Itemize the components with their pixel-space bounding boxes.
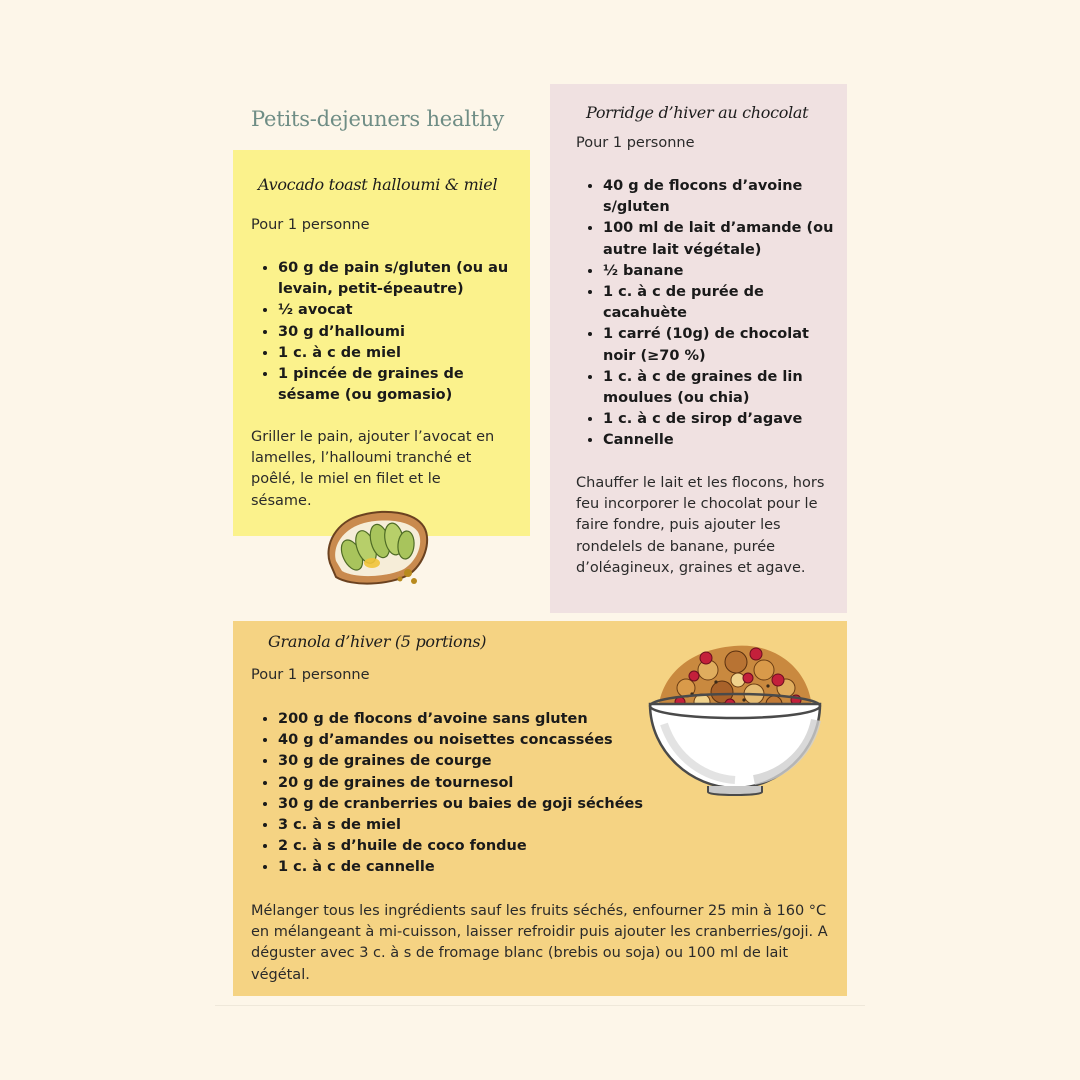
- recipe-title: Granola d’hiver (5 portions): [268, 632, 487, 651]
- ingredient-item: • 200 g de flocons d’avoine sans gluten: [278, 709, 678, 730]
- ingredient-item: • 1 c. à c de purée de cacahuète: [603, 282, 841, 324]
- recipe-card-avocado-toast: [233, 150, 530, 536]
- ingredient-item: • 1 c. à c de sirop d’agave: [603, 409, 841, 430]
- recipe-instructions: Mélanger tous les ingrédients sauf les fruits séchés, enfourner 25 min à 160 °C en mélangeant à mi-cuisson, laisser refroidir puis ajouter les cranberries/goji. A déguster avec 3 c. à s de fromage blanc (brebis ou soja) ou 100 ml de lait végétal.: [251, 903, 828, 983]
- recipe-title: Avocado toast halloumi & miel: [258, 175, 498, 194]
- recipe-instructions: Griller le pain, ajouter l’avocat en lamelles, l’halloumi tranché et poêlé, le miel en filet et le sésame.: [251, 429, 495, 509]
- serving-size: Pour 1 personne: [251, 667, 370, 683]
- recipe-card-porridge: [550, 84, 847, 613]
- recipe-instructions: Chauffer le lait et les flocons, hors feu incorporer le chocolat pour le faire fondre, puis ajouter les rondelels de banane, purée d’oléagineux, graines et agave.: [576, 475, 825, 576]
- page-title: Petits-dejeuners healthy: [251, 107, 505, 131]
- serving-size: Pour 1 personne: [576, 135, 695, 151]
- ingredient-list: [251, 709, 678, 879]
- ingredient-list: [576, 176, 841, 452]
- ingredient-item: • 3 c. à s de miel: [278, 815, 678, 836]
- serving-size: Pour 1 personne: [251, 217, 370, 233]
- ingredient-item: • ½ banane: [603, 261, 841, 282]
- ingredient-item: • 1 c. à c de cannelle: [278, 857, 678, 878]
- ingredient-item: • 1 carré (10g) de chocolat noir (≥70 %): [603, 324, 841, 366]
- recipe-title: Porridge d’hiver au chocolat: [586, 103, 809, 122]
- avocado-toast-icon: [322, 505, 432, 590]
- ingredient-item: • 20 g de graines de tournesol: [278, 773, 678, 794]
- ingredient-item: • 30 g d’halloumi: [278, 322, 518, 343]
- ingredient-item: • 100 ml de lait d’amande (ou autre lait végétale): [603, 218, 841, 260]
- ingredient-item: • 1 c. à c de graines de lin moulues (ou chia): [603, 367, 841, 409]
- ingredient-item: • 30 g de cranberries ou baies de goji séchées: [278, 794, 678, 815]
- ingredient-item: • 2 c. à s d’huile de coco fondue: [278, 836, 678, 857]
- ingredient-item: • 1 pincée de graines de sésame (ou gomasio): [278, 364, 518, 406]
- divider: [215, 1005, 865, 1006]
- ingredient-list: [251, 258, 518, 406]
- ingredient-item: • 40 g de flocons d’avoine s/gluten: [603, 176, 841, 218]
- ingredient-item: • 60 g de pain s/gluten (ou au levain, petit-épeautre): [278, 258, 518, 300]
- ingredient-item: • 1 c. à c de miel: [278, 343, 518, 364]
- ingredient-item: • Cannelle: [603, 430, 841, 451]
- ingredient-item: • ½ avocat: [278, 300, 518, 321]
- granola-bowl-icon: [646, 640, 824, 798]
- ingredient-item: • 30 g de graines de courge: [278, 751, 678, 772]
- ingredient-item: • 40 g d’amandes ou noisettes concassées: [278, 730, 678, 751]
